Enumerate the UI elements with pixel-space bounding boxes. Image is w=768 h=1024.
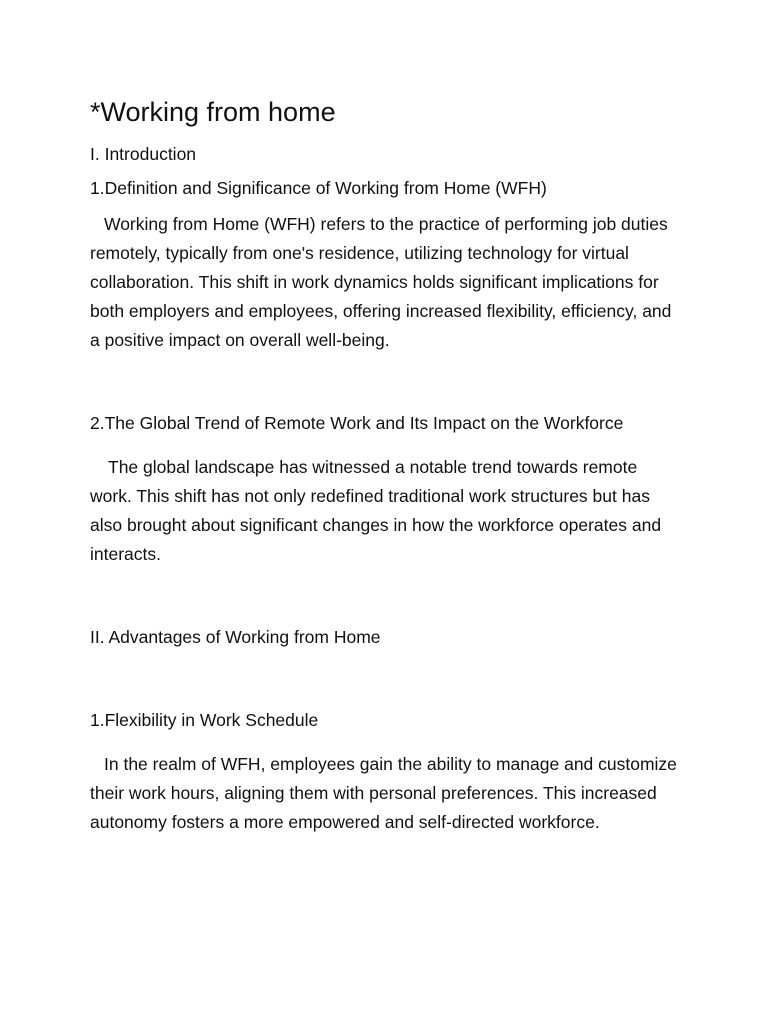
- subsection-heading-flexibility: 1.Flexibility in Work Schedule: [90, 710, 319, 730]
- paragraph-global-trend: The global landscape has witnessed a notable trend towards remote work. This shift has not only redefined traditional work structures but has also brought about significant changes in how the workforce operates and interacts.: [90, 457, 662, 564]
- section-heading-advantages: II. Advantages of Working from Home: [90, 627, 381, 647]
- subsection-heading-definition: 1.Definition and Significance of Working from Home (WFH): [90, 178, 547, 198]
- paragraph-definition: Working from Home (WFH) refers to the practice of performing job duties remotely, typically from one's residence, utilizing technology for virtual collaboration. This shift in work dynamics holds significant implications for both employers and employees, offering increased flexibility, efficiency, and a positive impact on overall well-being.: [90, 214, 672, 350]
- paragraph-flexibility: In the realm of WFH, employees gain the ability to manage and customize their work hours, aligning them with personal preferences. This increased autonomy fosters a more empowered and self-directed workforce.: [90, 754, 677, 832]
- section-heading-introduction: I. Introduction: [90, 144, 197, 164]
- subsection-heading-global-trend: 2.The Global Trend of Remote Work and Its Impact on the Workforce: [90, 413, 624, 433]
- document-body: [90, 94, 680, 837]
- document-title: *Working from home: [90, 97, 336, 127]
